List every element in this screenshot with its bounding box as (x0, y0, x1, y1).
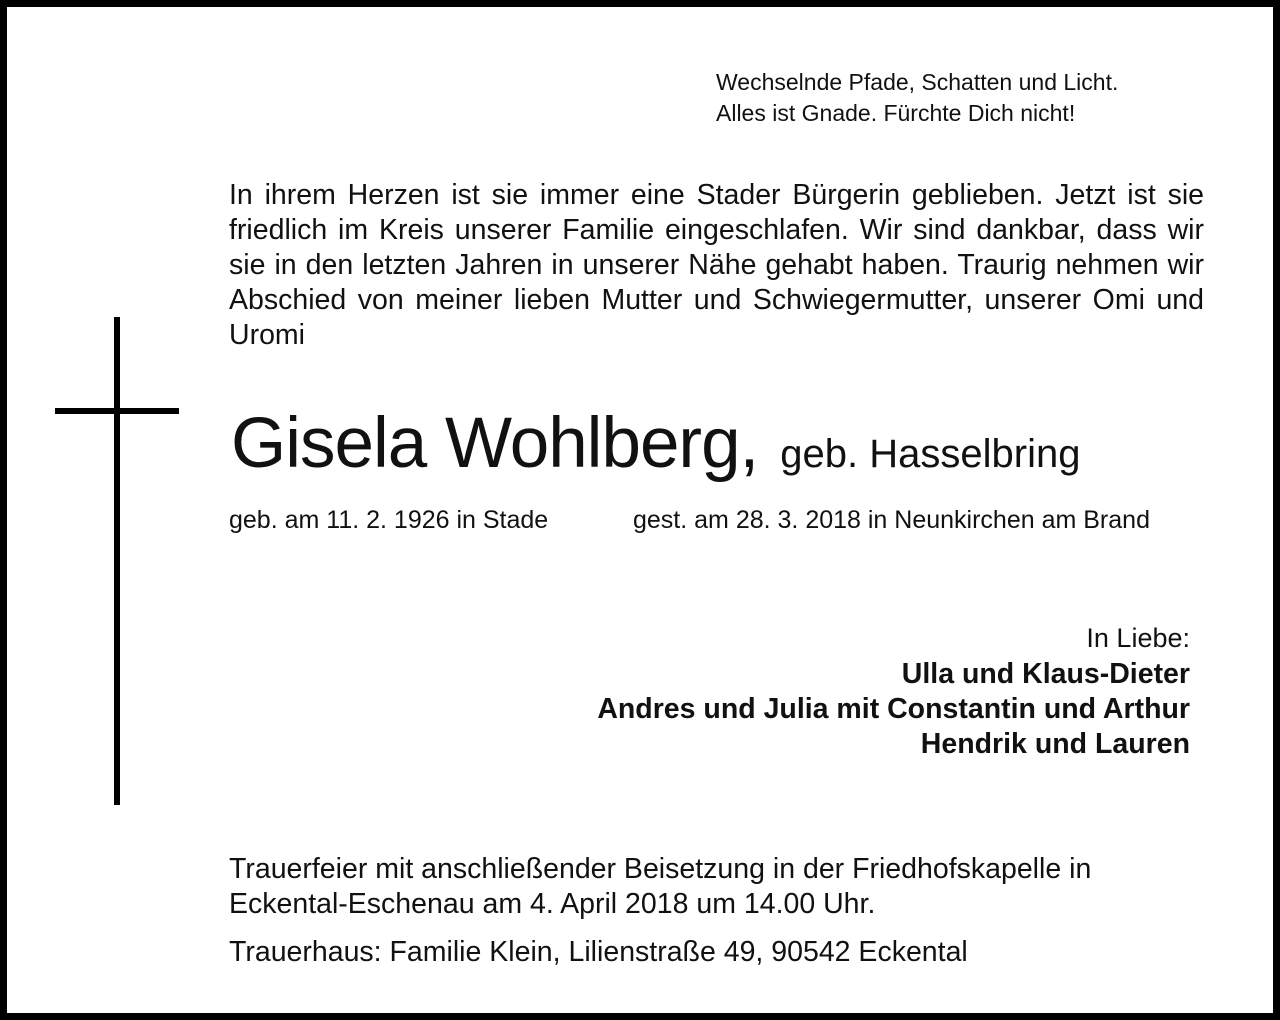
birth-name: geb. Hasselbring (780, 432, 1081, 476)
funeral-line: Eckental-Eschenau am 4. April 2018 um 14.00 Uhr. (229, 888, 876, 920)
family-signature (597, 622, 1190, 762)
deceased-name-line (231, 399, 1080, 499)
verse-line: Wechselnde Pfade, Schatten und Licht. (716, 69, 1119, 95)
intro-paragraph (229, 178, 1204, 353)
mourner-line: Andres und Julia mit Constantin und Arthur (597, 693, 1190, 725)
birth-date: geb. am 11. 2. 1926 in Stade (229, 506, 549, 534)
intro-line: dass wir sie in den letzten Jahren in unserer Nähe gehabt haben. (229, 214, 1204, 281)
verse-line: Alles ist Gnade. Fürchte Dich nicht! (716, 100, 1076, 126)
funeral-info (229, 852, 1091, 922)
mourner-line: Hendrik und Lauren (920, 728, 1190, 760)
cross-icon (114, 317, 120, 805)
mourner-line: Ulla und Klaus-Dieter (901, 658, 1190, 690)
in-love-label: In Liebe: (1086, 623, 1190, 653)
intro-line: Traurig nehmen wir Abschied von meiner lieben Mutter und (229, 249, 1204, 316)
funeral-line: Trauerfeier mit anschließender Beisetzung in der Friedhofskapelle in (229, 853, 1092, 885)
mourning-house: Trauerhaus: Familie Klein, Lilienstraße 49, 90542 Eckental (229, 936, 968, 968)
intro-line: In ihrem Herzen ist sie immer eine Stader Bürgerin geblieben. Jetzt ist (229, 179, 1156, 211)
intro-line: sie friedlich im Kreis unserer Familie eingeschlafen. Wir sind dankbar, (229, 179, 1205, 246)
death-date: gest. am 28. 3. 2018 in Neunkirchen am Brand (633, 506, 1150, 534)
cross-icon-bar (55, 408, 179, 414)
deceased-name: Gisela Wohlberg, (231, 404, 759, 483)
verse (716, 67, 1236, 129)
intro-line: Schwiegermutter, unserer Omi und Uromi (229, 284, 1204, 351)
